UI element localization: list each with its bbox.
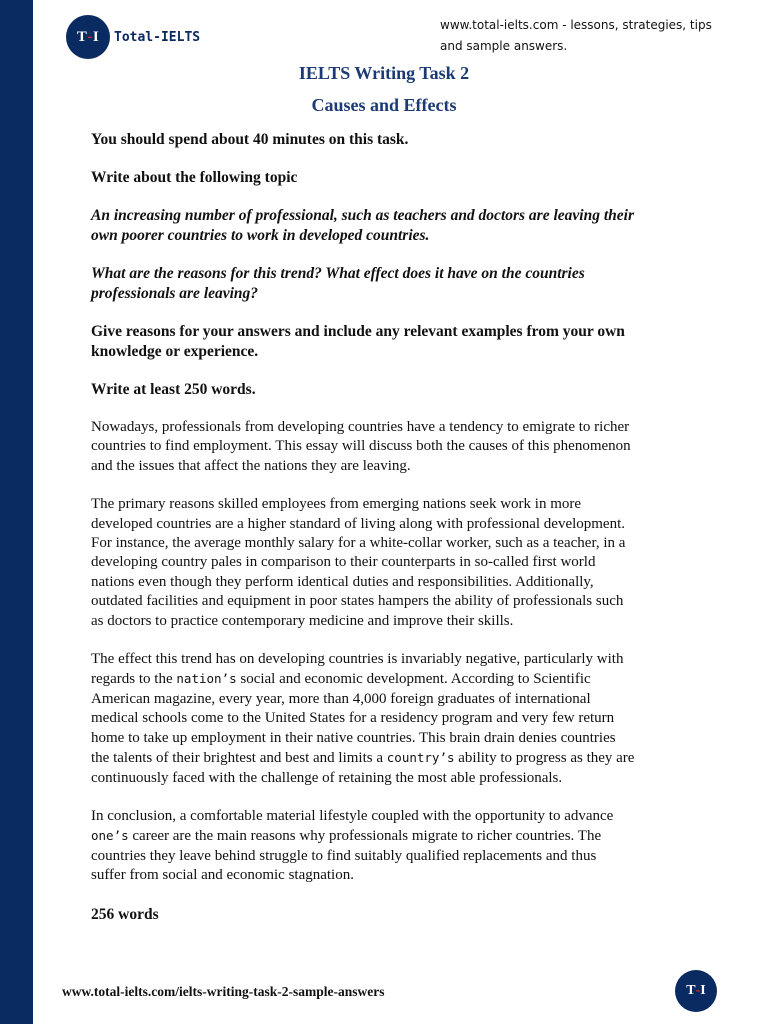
essay-line: Nowadays, professionals from developing countries have a tendency to emigrate to richer — [91, 419, 630, 435]
reasons-line: Give reasons for your answers and include any relevant examples from your own — [91, 323, 625, 340]
page-subtitle: Causes and Effects — [311, 95, 457, 115]
essay-line: The effect this trend has on developing countries is invariably negative, particularly with — [91, 651, 624, 668]
essay-line — [91, 826, 691, 846]
prompt-line: own poorer countries to work in developed countries. — [91, 227, 430, 244]
essay-line — [91, 669, 691, 689]
essay-line: medical schools come to the United States for a residency program and very few return — [91, 710, 615, 727]
footer-logo-dash: - — [695, 983, 701, 998]
essay-line: continuously faced with the challenge of retaining the most able professionals. — [91, 769, 563, 786]
essay-line: countries to find employment. This essay will discuss both the causes of this phenomenon — [91, 438, 631, 455]
prompt-line: An increasing number of professional, such as teachers and doctors are leaving their — [91, 207, 634, 224]
header-note-line1: www.total-ielts.com - lessons, strategies, tips — [440, 18, 712, 32]
essay-line: developed countries are a higher standard of living along with professional development. — [91, 515, 626, 532]
essay-paragraph-3 — [91, 650, 691, 788]
essay-text: career are the main reasons why professionals migrate to richer countries. The — [128, 828, 602, 845]
essay-line: The primary reasons skilled employees from emerging nations seek work in more — [91, 496, 582, 513]
essay-line: outdated facilities and equipment in poor states hampers the ability of professionals such — [91, 593, 624, 610]
essay-paragraph-2 — [91, 495, 691, 631]
essay-text-mono: country’s — [386, 750, 455, 766]
essay-line — [91, 748, 691, 768]
footer-link[interactable]: www.total-ielts.com/ielts-writing-task-2-sample-answers — [62, 984, 385, 999]
word-count-instruction: Write at least 250 words. — [91, 381, 256, 398]
footer-logo-initial-i: I — [700, 983, 706, 998]
essay-paragraph-1 — [91, 418, 691, 476]
logo-badge — [66, 15, 110, 59]
essay-word-total: 256 words — [91, 905, 159, 923]
essay-line: home to take up employment in their native countries. This brain drain denies countries — [91, 729, 616, 746]
essay-text: ability to progress as they are — [454, 750, 635, 767]
logo-initial-t: T — [76, 28, 88, 45]
essay-line: developing country pales in comparison to their counterparts in so-called first world — [91, 554, 596, 571]
essay-line: countries they leave behind struggle to find suitably qualified replacements and thus — [91, 847, 597, 864]
logo-name: Total-IELTS — [114, 29, 201, 45]
header-note-line2: and sample answers. — [440, 39, 568, 53]
essay-text: the talents of their brightest and best and limits a — [91, 750, 387, 767]
essay-line: For instance, the average monthly salary for a white-collar worker, such as a teacher, in a — [91, 535, 626, 552]
essay-line: and the issues that affect the nations they are leaving. — [91, 457, 411, 474]
task-prompt — [91, 206, 691, 246]
logo-dash: - — [87, 28, 93, 45]
question-line: What are the reasons for this trend? What effect does it have on the countries — [91, 265, 585, 282]
reasons-line: knowledge or experience. — [91, 343, 259, 360]
essay-line: In conclusion, a comfortable material lifestyle coupled with the opportunity to advance — [91, 807, 614, 824]
task-question — [91, 264, 691, 304]
essay-line: as doctors to practice contemporary medicine and improve their skills. — [91, 612, 514, 629]
question-line: professionals are leaving? — [91, 285, 259, 302]
reasons-instruction — [91, 322, 691, 362]
header-note — [440, 15, 760, 57]
essay-line: nations even though they perform identical duties and responsibilities. Additionally, — [91, 573, 594, 590]
footer-logo-initial-t: T — [686, 983, 696, 998]
essay-paragraph-4 — [91, 807, 691, 886]
task-content — [91, 130, 691, 925]
essay-text-mono: nation’s — [176, 671, 237, 687]
essay-text: regards to the — [91, 671, 177, 688]
essay-line: American magazine, every year, more than 4,000 foreign graduates of international — [91, 690, 591, 707]
logo-initial-i: I — [92, 28, 100, 45]
page-title: IELTS Writing Task 2 — [298, 63, 470, 83]
topic-intro: Write about the following topic — [91, 169, 298, 186]
essay-text-mono: one’s — [91, 828, 129, 844]
time-instruction: You should spend about 40 minutes on this task. — [91, 131, 409, 148]
total-ielts-logo[interactable] — [66, 15, 200, 59]
left-accent-bar — [0, 0, 33, 1024]
essay-text: social and economic development. According to Scientific — [236, 671, 591, 688]
footer-logo-badge — [675, 970, 717, 1012]
essay-line: suffer from social and economic stagnation. — [91, 867, 354, 884]
